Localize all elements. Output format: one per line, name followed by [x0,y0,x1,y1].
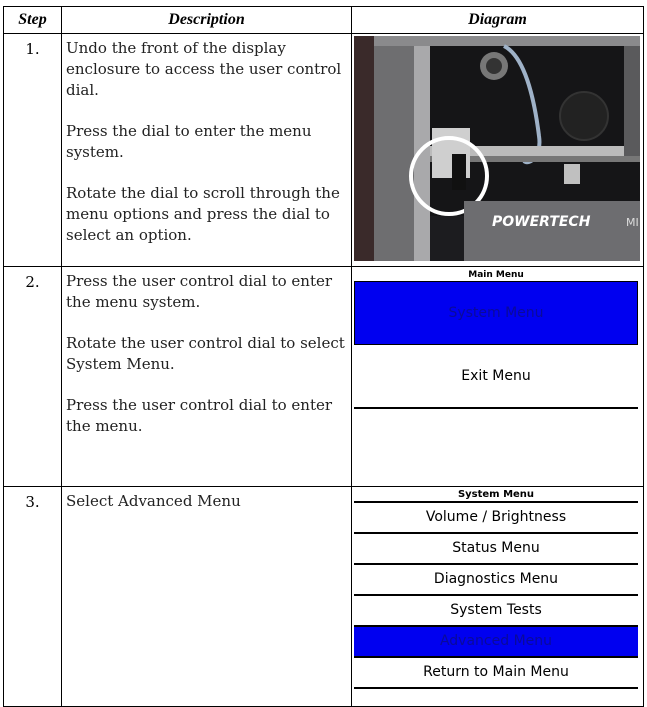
table-row [4,487,644,707]
description-paragraph: Select Advanced Menu [66,492,241,510]
menu-item-advanced-menu[interactable]: Advanced Menu [354,627,638,658]
menu-item-system-menu[interactable]: System Menu [354,281,638,345]
photo-corner-text: MI [626,216,639,229]
step-description [62,267,352,487]
menu-item-status-menu[interactable]: Status Menu [354,534,638,565]
main-menu-screen [354,269,638,409]
menu-item-volume-brightness[interactable]: Volume / Brightness [354,503,638,534]
description-paragraph: Undo the front of the display enclosure to access the user control dial. [66,39,342,99]
header-row [4,7,644,34]
menu-item-system-tests[interactable]: System Tests [354,596,638,627]
step-description [62,487,352,707]
header-step: Step [4,7,62,34]
menu-item-exit-menu[interactable]: Exit Menu [354,345,638,409]
step-number: 3. [4,487,62,707]
system-menu-screen [354,489,638,689]
step-description [62,34,352,267]
description-paragraph: Press the user control dial to enter the menu system. [66,272,333,311]
menu-item-return-main-menu[interactable]: Return to Main Menu [354,658,638,689]
menu-title: Main Menu [468,270,524,280]
table-row [4,34,644,267]
step-number: 1. [4,34,62,267]
diagram-cell [352,34,644,267]
header-description: Description [62,7,352,34]
description-paragraph: Press the dial to enter the menu system. [66,122,312,161]
description-paragraph: Press the user control dial to enter the menu. [66,396,333,435]
menu-title: System Menu [354,489,638,503]
display-enclosure-photo [354,36,640,261]
photo-brand-text: POWERTECH [492,214,591,230]
menu-item-diagnostics-menu[interactable]: Diagnostics Menu [354,565,638,596]
description-paragraph: Rotate the user control dial to select System Menu. [66,334,345,373]
diagram-cell [352,487,644,707]
diagram-cell [352,267,644,487]
table-row [4,267,644,487]
enclosure-photo-drawing [354,36,640,261]
step-number: 2. [4,267,62,487]
header-diagram: Diagram [352,7,644,34]
procedure-table [3,6,644,707]
description-paragraph: Rotate the dial to scroll through the menu options and press the dial to select an option. [66,184,340,244]
